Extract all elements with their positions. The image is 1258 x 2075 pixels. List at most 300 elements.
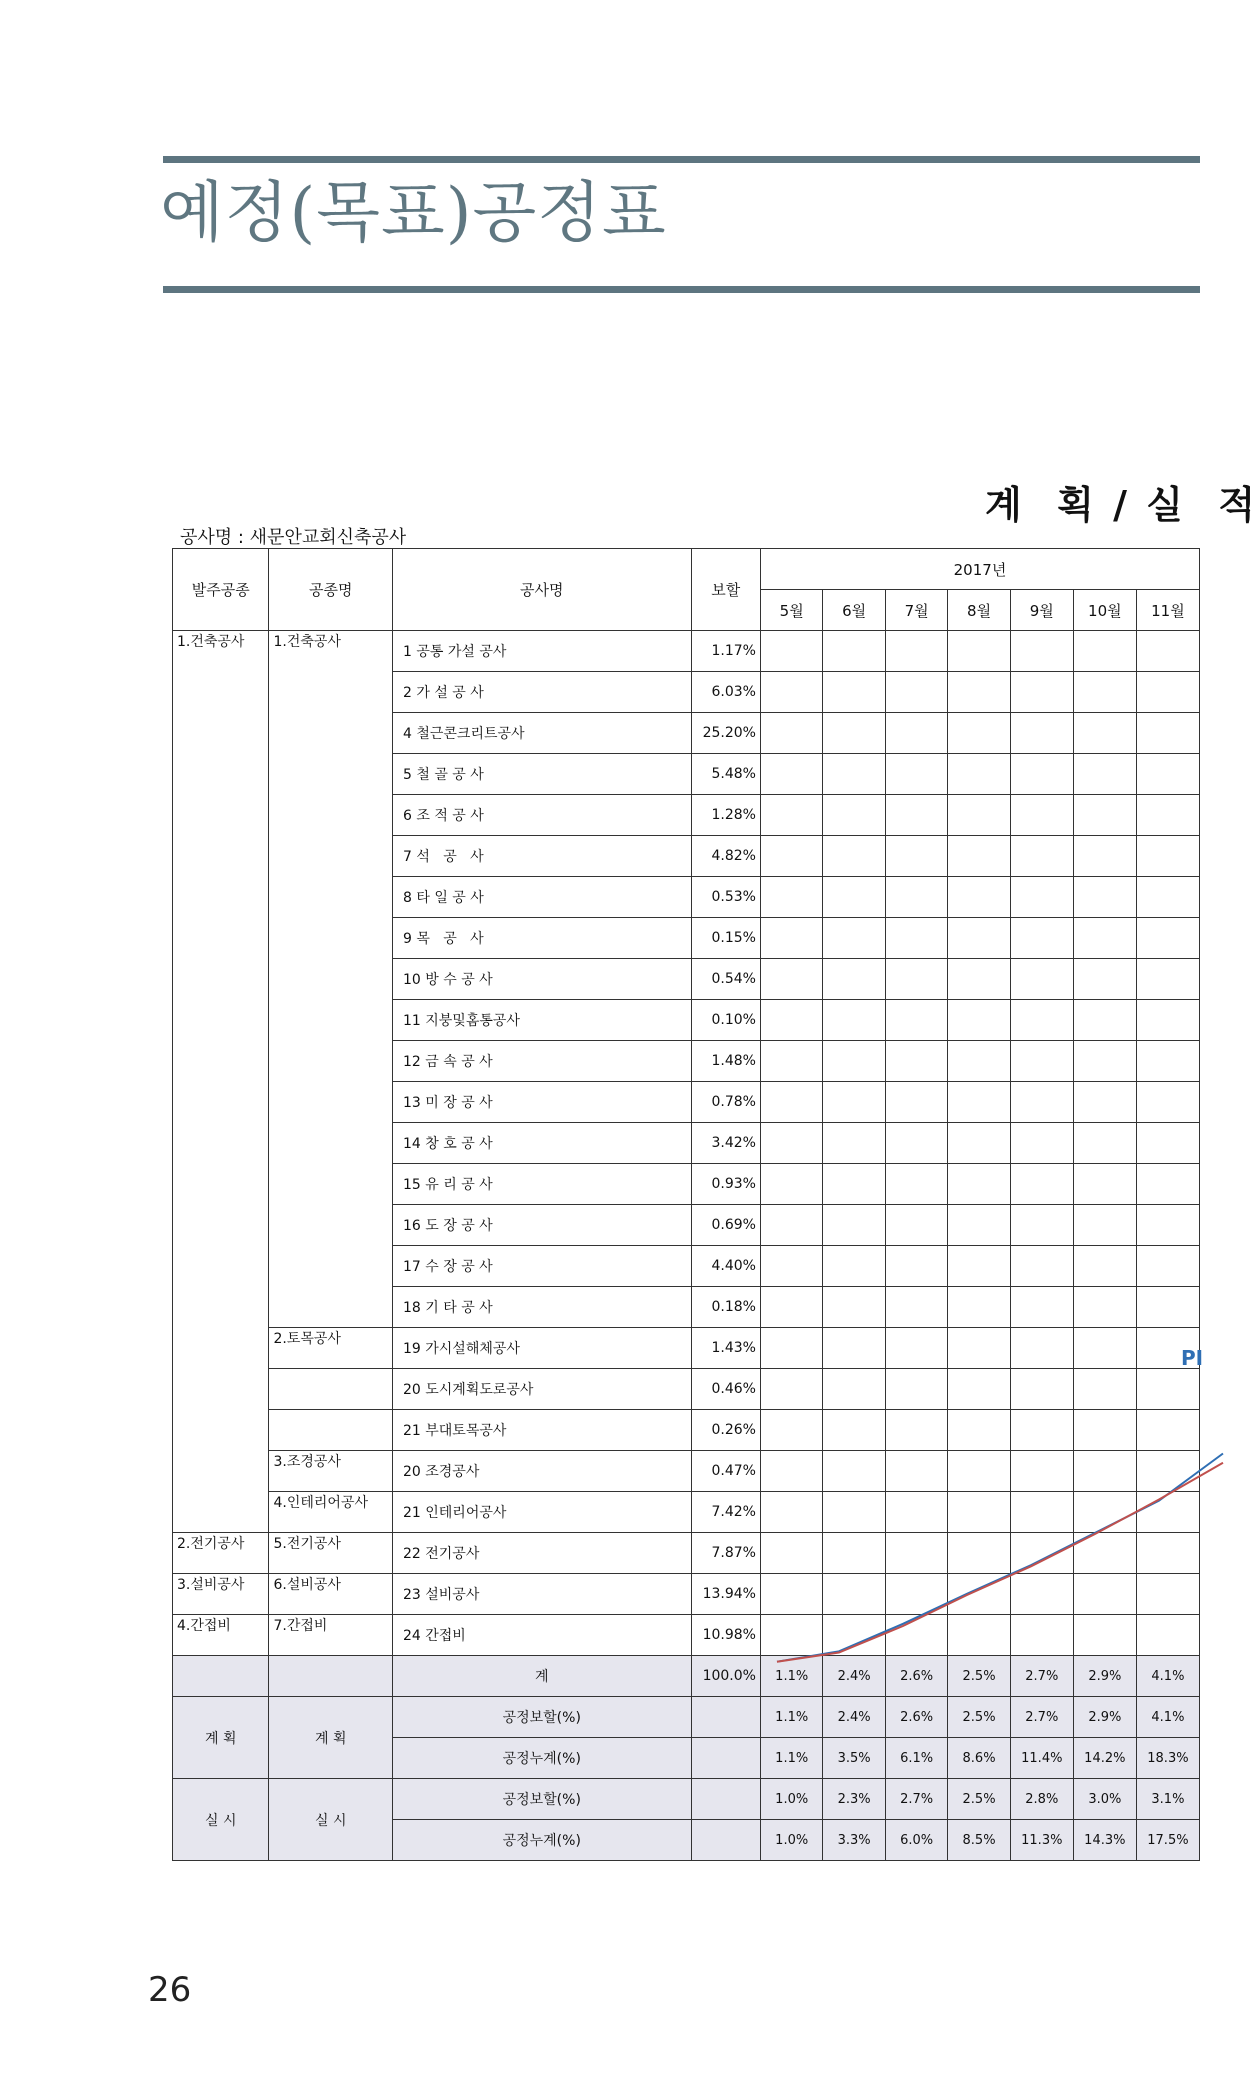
actual-cumulative-value: 17.5% [1136,1820,1199,1861]
month-grid-cell [1073,877,1136,918]
month-grid-cell [1136,754,1199,795]
month-grid-cell [885,959,947,1000]
work-ratio-cell: 3.42% [691,1123,760,1164]
work-item-row [173,1492,1200,1533]
work-name-cell: 23 설비공사 [392,1574,691,1615]
month-grid-cell [760,631,822,672]
month-grid-cell [1010,1000,1073,1041]
month-grid-cell [948,1246,1010,1287]
month-grid-cell [1010,1246,1073,1287]
month-grid-cell [760,1000,822,1041]
month-grid-cell [823,1164,885,1205]
total-blank [269,1656,393,1697]
month-grid-cell [1073,1492,1136,1533]
month-grid-cell [1010,1369,1073,1410]
total-value: 2.9% [1073,1656,1136,1697]
month-grid-cell [1010,836,1073,877]
schedule-table [172,548,1200,1861]
month-grid-cell [1073,1246,1136,1287]
month-grid-cell [948,877,1010,918]
month-grid-cell [885,877,947,918]
month-grid-cell [760,1164,822,1205]
plan-cumulative-value: 1.1% [760,1738,822,1779]
month-grid-cell [1136,1287,1199,1328]
month-grid-cell [948,1287,1010,1328]
header-month: 9월 [1010,590,1073,631]
month-grid-cell [1136,1246,1199,1287]
month-grid-cell [823,1246,885,1287]
month-grid-cell [1136,1410,1199,1451]
month-grid-cell [948,959,1010,1000]
work-item-row [173,1328,1200,1369]
month-grid-cell [885,795,947,836]
work-name-cell: 20 조경공사 [392,1451,691,1492]
work-name-cell: 18 기 타 공 사 [392,1287,691,1328]
month-grid-cell [823,795,885,836]
month-grid-cell [760,1123,822,1164]
work-type-cell: 4.인테리어공사 [269,1492,393,1533]
total-value: 2.4% [823,1656,885,1697]
month-grid-cell [948,1574,1010,1615]
month-grid-cell [1136,795,1199,836]
month-grid-cell [760,1369,822,1410]
plan-cumulative-value: 14.2% [1073,1738,1136,1779]
work-name-cell: 5 철 골 공 사 [392,754,691,795]
header-month: 5월 [760,590,822,631]
month-grid-cell [823,672,885,713]
month-grid-cell [948,1615,1010,1656]
month-grid-cell [1073,1041,1136,1082]
actual-group-label: 실 시 [173,1779,269,1861]
month-grid-cell [1136,1123,1199,1164]
month-grid-cell [1010,631,1073,672]
month-grid-cell [760,795,822,836]
work-name-cell: 12 금 속 공 사 [392,1041,691,1082]
month-grid-cell [1073,631,1136,672]
page-number: 26 [148,1970,192,2010]
month-grid-cell [823,1492,885,1533]
month-grid-cell [823,1328,885,1369]
month-grid-cell [1136,1492,1199,1533]
work-name-cell: 15 유 리 공 사 [392,1164,691,1205]
month-grid-cell [948,918,1010,959]
total-row [173,1656,1200,1697]
month-grid-cell [1010,1205,1073,1246]
month-grid-cell [760,1205,822,1246]
month-grid-cell [1010,1492,1073,1533]
month-grid-cell [823,1451,885,1492]
actual-cumulative-label: 공정누계(%) [392,1820,691,1861]
month-grid-cell [1073,1287,1136,1328]
title-rule-bottom [163,286,1200,293]
header-month: 11월 [1136,590,1199,631]
header-month: 8월 [948,590,1010,631]
month-grid-cell [823,1369,885,1410]
month-grid-cell [885,672,947,713]
month-grid-cell [760,1533,822,1574]
month-grid-cell [948,836,1010,877]
plan-weight-row [173,1697,1200,1738]
work-ratio-cell: 1.28% [691,795,760,836]
total-ratio: 100.0% [691,1656,760,1697]
work-name-cell: 22 전기공사 [392,1533,691,1574]
month-grid-cell [1136,713,1199,754]
month-grid-cell [1073,1369,1136,1410]
month-grid-cell [1010,959,1073,1000]
plan-cumulative-value: 6.1% [885,1738,947,1779]
actual-weight-label: 공정보할(%) [392,1779,691,1820]
month-grid-cell [823,1287,885,1328]
actual-weight-value: 2.5% [948,1779,1010,1820]
work-item-row [173,1410,1200,1451]
total-value: 1.1% [760,1656,822,1697]
month-grid-cell [948,1082,1010,1123]
month-grid-cell [1136,1533,1199,1574]
month-grid-cell [948,1164,1010,1205]
work-item-row [173,631,1200,672]
month-grid-cell [760,713,822,754]
month-grid-cell [823,1000,885,1041]
month-grid-cell [823,754,885,795]
total-label: 계 [392,1656,691,1697]
month-grid-cell [885,1000,947,1041]
month-grid-cell [885,1451,947,1492]
work-ratio-cell: 0.10% [691,1000,760,1041]
actual-cumulative-value: 14.3% [1073,1820,1136,1861]
schedule-table-area [172,548,1200,1893]
plan-weight-value: 4.1% [1136,1697,1199,1738]
month-grid-cell [823,1082,885,1123]
month-grid-cell [1136,1451,1199,1492]
work-ratio-cell: 0.15% [691,918,760,959]
work-name-cell: 8 타 일 공 사 [392,877,691,918]
month-grid-cell [823,1123,885,1164]
month-grid-cell [760,672,822,713]
month-grid-cell [885,1492,947,1533]
month-grid-cell [1136,1574,1199,1615]
work-name-cell: 20 도시계획도로공사 [392,1369,691,1410]
actual-weight-value: 2.8% [1010,1779,1073,1820]
work-name-cell: 10 방 수 공 사 [392,959,691,1000]
month-grid-cell [1010,1164,1073,1205]
work-item-row [173,1574,1200,1615]
work-type-cell: 7.간접비 [269,1615,393,1656]
plan-weight-value: 2.7% [1010,1697,1073,1738]
month-grid-cell [885,836,947,877]
work-ratio-cell: 13.94% [691,1574,760,1615]
plan-cumulative-ratio [691,1738,760,1779]
month-grid-cell [823,1615,885,1656]
actual-weight-row [173,1779,1200,1820]
work-item-row [173,1369,1200,1410]
month-grid-cell [1136,1205,1199,1246]
month-grid-cell [948,1451,1010,1492]
plan-weight-ratio [691,1697,760,1738]
month-grid-cell [1136,959,1199,1000]
work-ratio-cell: 0.26% [691,1410,760,1451]
actual-cumulative-value: 1.0% [760,1820,822,1861]
actual-weight-value: 1.0% [760,1779,822,1820]
month-grid-cell [1010,1574,1073,1615]
month-grid-cell [823,877,885,918]
month-grid-cell [948,1205,1010,1246]
month-grid-cell [1010,754,1073,795]
month-grid-cell [885,1287,947,1328]
title-rule-top [163,156,1200,163]
month-grid-cell [885,631,947,672]
plan-weight-value: 2.6% [885,1697,947,1738]
plan-weight-label: 공정보할(%) [392,1697,691,1738]
month-grid-cell [1073,1082,1136,1123]
month-grid-cell [760,1574,822,1615]
month-grid-cell [823,1410,885,1451]
month-grid-cell [885,1082,947,1123]
month-grid-cell [760,1492,822,1533]
work-name-cell: 19 가시설해체공사 [392,1328,691,1369]
month-grid-cell [1073,672,1136,713]
work-name-cell: 1 공통 가설 공사 [392,631,691,672]
month-grid-cell [1073,713,1136,754]
total-value: 2.7% [1010,1656,1073,1697]
work-name-cell: 16 도 장 공 사 [392,1205,691,1246]
work-ratio-cell: 0.54% [691,959,760,1000]
ordering-type-cell: 2.전기공사 [173,1533,269,1574]
month-grid-cell [1010,1328,1073,1369]
month-grid-cell [948,1533,1010,1574]
work-name-cell: 13 미 장 공 사 [392,1082,691,1123]
month-grid-cell [1010,1533,1073,1574]
work-name-cell: 24 간접비 [392,1615,691,1656]
month-grid-cell [948,1410,1010,1451]
work-ratio-cell: 0.53% [691,877,760,918]
actual-weight-value: 2.7% [885,1779,947,1820]
month-grid-cell [1010,1041,1073,1082]
month-grid-cell [760,1041,822,1082]
month-grid-cell [760,754,822,795]
work-name-cell: 6 조 적 공 사 [392,795,691,836]
actual-cumulative-value: 11.3% [1010,1820,1073,1861]
month-grid-cell [760,1328,822,1369]
actual-cumulative-ratio [691,1820,760,1861]
work-name-cell: 9 목 공 사 [392,918,691,959]
month-grid-cell [1073,1410,1136,1451]
month-grid-cell [823,836,885,877]
work-item-row [173,1615,1200,1656]
month-grid-cell [1010,795,1073,836]
month-grid-cell [1010,1123,1073,1164]
month-grid-cell [885,918,947,959]
month-grid-cell [948,795,1010,836]
plan-weight-value: 1.1% [760,1697,822,1738]
month-grid-cell [760,877,822,918]
month-grid-cell [948,1328,1010,1369]
month-grid-cell [948,631,1010,672]
month-grid-cell [1136,631,1199,672]
plan-weight-value: 2.4% [823,1697,885,1738]
work-item-row [173,1533,1200,1574]
work-type-cell: 5.전기공사 [269,1533,393,1574]
month-grid-cell [823,959,885,1000]
month-grid-cell [823,918,885,959]
month-grid-cell [885,1205,947,1246]
month-grid-cell [760,1082,822,1123]
month-grid-cell [1010,1082,1073,1123]
plan-group-label: 계 획 [173,1697,269,1779]
month-grid-cell [1010,877,1073,918]
plan-cumulative-value: 11.4% [1010,1738,1073,1779]
month-grid-cell [1136,918,1199,959]
ordering-type-cell: 3.설비공사 [173,1574,269,1615]
ordering-type-cell: 4.간접비 [173,1615,269,1656]
month-grid-cell [823,1041,885,1082]
month-grid-cell [1073,1328,1136,1369]
total-value: 2.6% [885,1656,947,1697]
month-grid-cell [1136,1615,1199,1656]
month-grid-cell [823,1533,885,1574]
work-name-cell: 21 부대토목공사 [392,1410,691,1451]
month-grid-cell [760,1410,822,1451]
work-type-cell: 2.토목공사 [269,1328,393,1369]
month-grid-cell [885,713,947,754]
month-grid-cell [1073,1205,1136,1246]
work-ratio-cell: 7.42% [691,1492,760,1533]
work-ratio-cell: 5.48% [691,754,760,795]
month-grid-cell [1010,1410,1073,1451]
total-blank [173,1656,269,1697]
month-grid-cell [1010,1451,1073,1492]
work-type-cell: 6.설비공사 [269,1574,393,1615]
month-grid-cell [1073,795,1136,836]
month-grid-cell [948,1369,1010,1410]
header-ordering-type: 발주공종 [173,549,269,631]
month-grid-cell [1010,713,1073,754]
month-grid-cell [1010,918,1073,959]
month-grid-cell [885,1369,947,1410]
work-ratio-cell: 0.69% [691,1205,760,1246]
month-grid-cell [1073,836,1136,877]
month-grid-cell [885,1615,947,1656]
header-month: 6월 [823,590,885,631]
ordering-type-cell: 1.건축공사 [173,631,269,1533]
work-type-cell: 1.건축공사 [269,631,393,1328]
work-item-row [173,1451,1200,1492]
actual-weight-value: 3.0% [1073,1779,1136,1820]
plan-cumulative-value: 3.5% [823,1738,885,1779]
month-grid-cell [885,1410,947,1451]
work-type-cell: 3.조경공사 [269,1451,393,1492]
actual-type-label: 실 시 [269,1779,393,1861]
month-grid-cell [760,836,822,877]
total-value: 2.5% [948,1656,1010,1697]
month-grid-cell [885,1041,947,1082]
work-ratio-cell: 1.17% [691,631,760,672]
month-grid-cell [760,1246,822,1287]
month-grid-cell [1010,1615,1073,1656]
month-grid-cell [1073,1000,1136,1041]
month-grid-cell [1073,1615,1136,1656]
month-grid-cell [823,631,885,672]
header-work-name: 공사명 [392,549,691,631]
actual-cumulative-value: 8.5% [948,1820,1010,1861]
project-name: 공사명 : 새문안교회신축공사 [180,527,407,548]
work-ratio-cell: 4.82% [691,836,760,877]
month-grid-cell [885,1246,947,1287]
work-ratio-cell: 6.03% [691,672,760,713]
work-ratio-cell: 1.48% [691,1041,760,1082]
month-grid-cell [948,1041,1010,1082]
header-month: 10월 [1073,590,1136,631]
month-grid-cell [885,754,947,795]
actual-weight-ratio [691,1779,760,1820]
month-grid-cell [885,1164,947,1205]
work-name-cell: 14 창 호 공 사 [392,1123,691,1164]
month-grid-cell [1136,877,1199,918]
month-grid-cell [948,754,1010,795]
work-ratio-cell: 4.40% [691,1246,760,1287]
month-grid-cell [1073,1123,1136,1164]
month-grid-cell [760,1451,822,1492]
plan-type-label: 계 획 [269,1697,393,1779]
work-name-cell: 2 가 설 공 사 [392,672,691,713]
work-ratio-cell: 0.18% [691,1287,760,1328]
month-grid-cell [1073,754,1136,795]
work-ratio-cell: 1.43% [691,1328,760,1369]
header-work-type: 공종명 [269,549,393,631]
plan-cumulative-label: 공정누계(%) [392,1738,691,1779]
actual-weight-value: 3.1% [1136,1779,1199,1820]
month-grid-cell [1010,672,1073,713]
month-grid-cell [1136,836,1199,877]
month-grid-cell [1136,1369,1199,1410]
work-type-cell [269,1410,393,1451]
work-ratio-cell: 0.47% [691,1451,760,1492]
month-grid-cell [760,1615,822,1656]
work-name-cell: 17 수 장 공 사 [392,1246,691,1287]
month-grid-cell [948,1000,1010,1041]
month-grid-cell [1073,1533,1136,1574]
month-grid-cell [760,1287,822,1328]
month-grid-cell [823,713,885,754]
actual-cumulative-value: 3.3% [823,1820,885,1861]
month-grid-cell [948,672,1010,713]
work-ratio-cell: 0.46% [691,1369,760,1410]
month-grid-cell [823,1574,885,1615]
month-grid-cell [760,959,822,1000]
plan-weight-value: 2.5% [948,1697,1010,1738]
work-name-cell: 11 지붕및홈통공사 [392,1000,691,1041]
month-grid-cell [885,1123,947,1164]
work-name-cell: 4 철근콘크리트공사 [392,713,691,754]
work-ratio-cell: 10.98% [691,1615,760,1656]
month-grid-cell [1073,1451,1136,1492]
month-grid-cell [823,1205,885,1246]
phase-label: PI [1181,1346,1204,1370]
month-grid-cell [1136,1164,1199,1205]
total-value: 4.1% [1136,1656,1199,1697]
month-grid-cell [885,1533,947,1574]
work-name-cell: 21 인테리어공사 [392,1492,691,1533]
month-grid-cell [1136,1082,1199,1123]
month-grid-cell [948,1123,1010,1164]
work-type-cell [269,1369,393,1410]
work-ratio-cell: 25.20% [691,713,760,754]
plan-cumulative-value: 8.6% [948,1738,1010,1779]
header-year: 2017년 [760,549,1199,590]
header-ratio: 보할 [691,549,760,631]
work-ratio-cell: 0.93% [691,1164,760,1205]
work-name-cell: 7 석 공 사 [392,836,691,877]
month-grid-cell [1073,959,1136,1000]
